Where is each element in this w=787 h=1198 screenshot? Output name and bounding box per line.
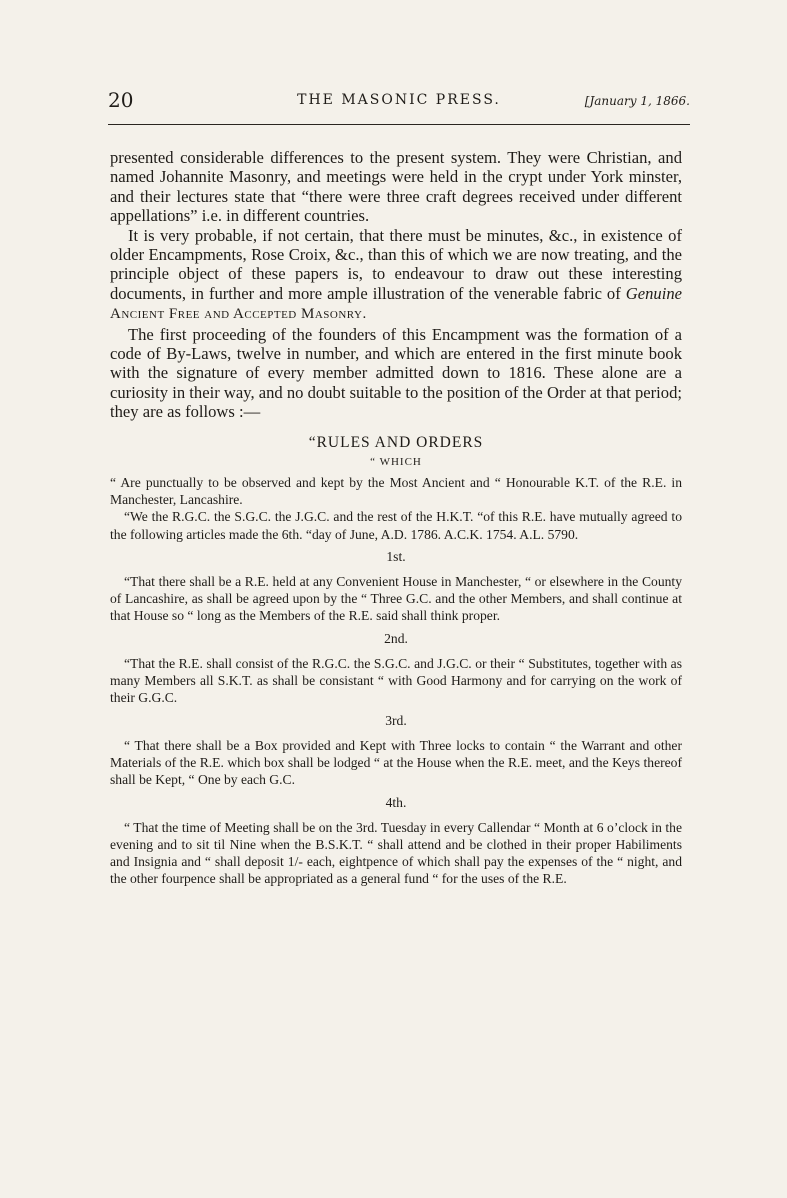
- rule-text: “ That there shall be a Box provided and Kept with Three locks to contain “ the Warrant and other Materials of the R.E. which box shall be lodged “ at the House when the R.E. meet, and the Keys thereof shall be Kept, “ One by each G.C.: [110, 737, 682, 788]
- paragraph-1: presented considerable differences to the present system. They were Christian, and named Johannite Masonry, and meetings were held in the crypt under York minster, and their lectures state that “there were three craft degrees received under different appellations” i.e. in different countries.: [110, 148, 682, 226]
- paragraph-2: [110, 226, 682, 325]
- rule-number: 1st.: [386, 548, 406, 564]
- rule-number: 3rd.: [385, 712, 407, 728]
- rule-number: 2nd.: [384, 630, 408, 646]
- rules-heading: “RULES AND ORDERS: [308, 433, 484, 451]
- running-date: [January 1, 1866.: [584, 94, 690, 108]
- rules-intro-2: “We the R.G.C. the S.G.C. the J.G.C. and the rest of the H.K.T. “of this R.E. have mutually agreed to the following articles made the 6th. “day of June, A.D. 1786. A.C.K. 1754. A.L. 5790.: [110, 509, 682, 542]
- rules-intro-1: “ Are punctually to be observed and kept by the Most Ancient and “ Honourable K.T. of the R.E. in Manchester, Lancashire.: [110, 474, 682, 507]
- rule-text: “That there shall be a R.E. held at any Convenient House in Manchester, “ or elsewhere in the County of Lancashire, as shall be agreed upon by the “ Three G.C. and the other Members, and shall continue at that House so “ long as the Members of the R.E. said shall think proper.: [110, 573, 682, 624]
- header-rule: [108, 124, 690, 125]
- rules-subheading: “ WHICH: [370, 455, 422, 468]
- ancient-masonry-phrase: Ancient Free and Accepted Masonry.: [110, 306, 367, 323]
- article-body: [110, 148, 682, 888]
- paragraph-3: The first proceeding of the founders of this Encampment was the formation of a code of By-Laws, twelve in number, and which are entered in the first minute book with the signature of every member admitted down to 1816. These alone are a curiosity in their way, and no doubt suitable to the position of the Order at that period; they are as follows :—: [110, 324, 682, 422]
- page-number: 20: [108, 88, 134, 112]
- paragraph-2-text: It is very probable, if not certain, that there must be minutes, &c., in existence of older Encampments, Rose Croix, &c., than this of which we are now treating, and the principle object of these papers is, to endeavour to draw out these interesting documents, in further and more ample illustration of the venerable fabric of: [110, 225, 682, 303]
- rule-text: “That the R.E. shall consist of the R.G.C. the S.G.C. and J.G.C. or their “ Substitutes, together with as many Members all S.K.T. as shall be consistant “ with Good Harmony and for carrying on the work of their G.G.C.: [110, 655, 682, 706]
- running-title: THE MASONIC PRESS.: [297, 92, 501, 108]
- rule-number: 4th.: [385, 794, 407, 810]
- running-header: [108, 88, 690, 118]
- genuine-word: Genuine: [625, 283, 682, 303]
- rule-text: “ That the time of Meeting shall be on the 3rd. Tuesday in every Callendar “ Month at 6 o’clock in the evening and to sit til Nine when the B.S.K.T. “ shall attend and be clothed in their proper Habiliments and Insignia and “ shall deposit 1/- each, eightpence of which shall pay the expenses of the “ night, and the other fourpence shall be appropriated as a general fund “ for the uses of the R.E.: [110, 819, 682, 887]
